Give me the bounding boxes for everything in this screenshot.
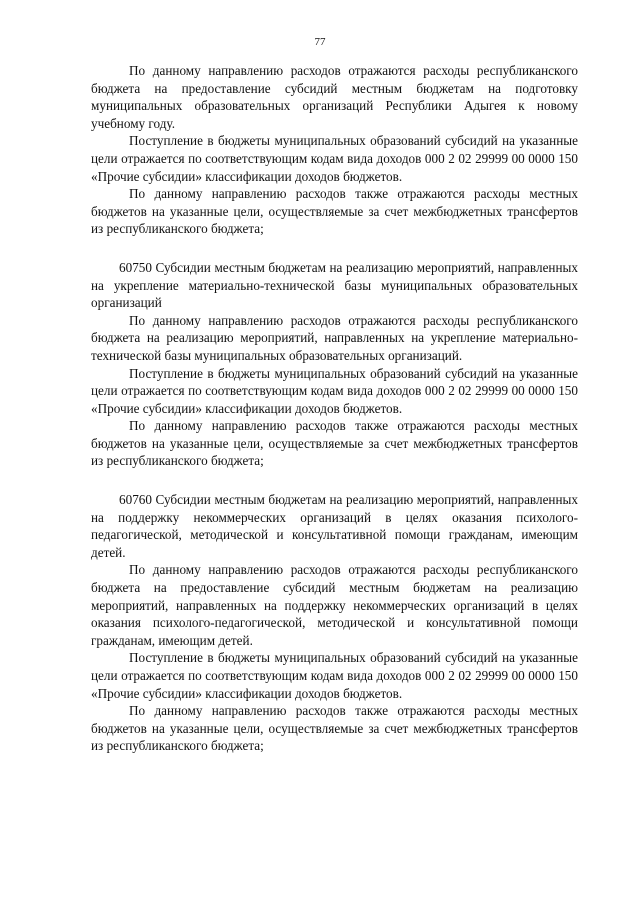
- page-number: 77: [314, 36, 326, 48]
- paragraph: По данному направлению расходов отражаются расходы республиканского бюджета на предоставление субсидий местным бюджетам на подготовку муниципальных образовательных организаций Республики Адыгея к новому учебному году.: [91, 63, 578, 131]
- section-60750: [91, 259, 578, 470]
- paragraph: По данному направлению расходов также отражаются расходы местных бюджетов на указанные цели, осуществляемые за счет межбюджетных трансфертов из республиканского бюджета;: [91, 186, 578, 237]
- paragraph: По данному направлению расходов отражаются расходы республиканского бюджета на предоставление субсидий местным бюджетам на реализацию мероприятий, направленных на поддержку некоммерческих организаций в целях оказания психолого-педагогической, методической и консультативной помощи гражданам, имеющим детей.: [91, 562, 578, 648]
- paragraph: Поступление в бюджеты муниципальных образований субсидий на указанные цели отражается по соответствующим кодам вида доходов 000 2 02 29999 00 0000 150 «Прочие субсидии» классификации доходов бюджетов.: [91, 365, 578, 416]
- section-intro: [91, 62, 578, 238]
- section-60760: [91, 491, 578, 755]
- section-divider: [91, 238, 578, 259]
- paragraph: Поступление в бюджеты муниципальных образований субсидий на указанные цели отражается по соответствующим кодам вида доходов 000 2 02 29999 00 0000 150 «Прочие субсидии» классификации доходов бюджетов.: [91, 650, 578, 701]
- paragraph: По данному направлению расходов отражаются расходы республиканского бюджета на реализацию мероприятий, направленных на укрепление материально-технической базы муниципальных образовательных организаций.: [91, 312, 578, 363]
- paragraph: По данному направлению расходов также отражаются расходы местных бюджетов на указанные цели, осуществляемые за счет межбюджетных трансфертов из республиканского бюджета;: [91, 418, 578, 469]
- document-body: [91, 62, 578, 755]
- paragraph: Поступление в бюджеты муниципальных образований субсидий на указанные цели отражается по соответствующим кодам вида доходов 000 2 02 29999 00 0000 150 «Прочие субсидии» классификации доходов бюджетов.: [91, 133, 578, 184]
- paragraph: По данному направлению расходов также отражаются расходы местных бюджетов на указанные цели, осуществляемые за счет межбюджетных трансфертов из республиканского бюджета;: [91, 703, 578, 754]
- section-heading: 60750 Субсидии местным бюджетам на реализацию мероприятий, направленных на укрепление материально-технической базы муниципальных образовательных организаций: [91, 259, 578, 311]
- section-heading: 60760 Субсидии местным бюджетам на реализацию мероприятий, направленных на поддержку некоммерческих организаций в целях оказания психолого-педагогической, методической и консультативной помощи гражданам, имеющим детей.: [91, 492, 578, 560]
- section-divider: [91, 470, 578, 491]
